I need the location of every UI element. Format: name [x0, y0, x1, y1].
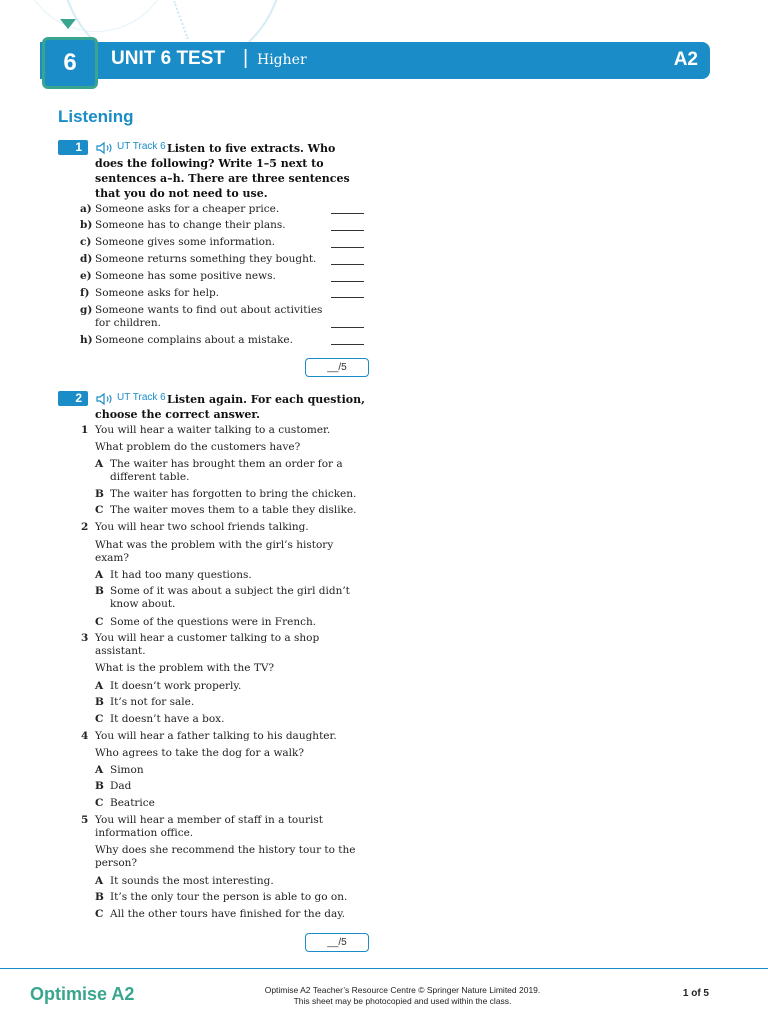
option-letter[interactable]: C — [95, 797, 104, 809]
title-separator: | — [243, 47, 249, 69]
instruction-lead: Listen again. For each question, — [167, 393, 365, 406]
answer-blank[interactable] — [331, 281, 364, 282]
score-box-q2[interactable]: __/5 — [305, 933, 369, 952]
question-prompt: Why does she recommend the history tour to the person? — [95, 844, 356, 869]
option-text[interactable]: It had too many questions. — [110, 569, 252, 581]
item-label: b) — [80, 219, 93, 231]
option-letter[interactable]: A — [95, 458, 104, 470]
option-letter[interactable]: C — [95, 504, 104, 516]
option-text[interactable]: Simon — [110, 764, 144, 776]
question-number: 2 — [81, 521, 89, 533]
page-number: 1 of 5 — [682, 988, 709, 999]
instruction-rest: choose the correct answer. — [95, 408, 260, 421]
question-context: You will hear a father talking to his daughter. — [95, 730, 337, 742]
item-label: a) — [80, 203, 92, 215]
question-context: You will hear a waiter talking to a customer. — [95, 424, 331, 436]
item-text: Someone complains about a mistake. — [95, 334, 293, 346]
instruction-rest: does the following? Write 1–5 next to sentences a–h. There are three sentences that you do not need to use. — [95, 157, 350, 200]
question-context: You will hear a member of staff in a tourist information office. — [95, 814, 324, 839]
answer-blank[interactable] — [331, 327, 364, 328]
option-letter[interactable]: B — [95, 585, 104, 597]
option-text[interactable]: It’s the only tour the person is able to go on. — [110, 891, 348, 903]
answer-blank[interactable] — [331, 230, 364, 231]
item-text: Someone has to change their plans. — [95, 219, 286, 231]
item-text: Someone asks for a cheaper price. — [95, 203, 280, 215]
option-text[interactable]: It’s not for sale. — [110, 696, 195, 708]
footer-divider — [0, 968, 768, 969]
option-text[interactable]: Some of it was about a subject the girl didn’t know about. — [110, 585, 350, 610]
option-letter[interactable]: B — [95, 891, 104, 903]
option-letter[interactable]: A — [95, 764, 104, 776]
item-label: c) — [80, 236, 92, 248]
copyright-line-1: Optimise A2 Teacher’s Resource Centre © Springer Nature Limited 2019. — [264, 985, 541, 995]
option-text[interactable]: It doesn’t work properly. — [110, 680, 242, 692]
item-text: Someone returns something they bought. — [95, 253, 317, 265]
item-label: d) — [80, 253, 93, 265]
item-text: Someone gives some information. — [95, 236, 276, 248]
test-title: UNIT 6 TEST — [111, 48, 226, 69]
item-label: e) — [80, 270, 92, 282]
option-text[interactable]: The waiter has brought them an order for a different table. — [110, 458, 343, 483]
option-letter[interactable]: B — [95, 780, 104, 792]
footer-brand: Optimise A2 — [30, 984, 135, 1004]
option-text[interactable]: Beatrice — [110, 797, 155, 809]
footer-copyright — [240, 985, 565, 1007]
item-label: h) — [80, 334, 93, 346]
option-letter[interactable]: B — [95, 488, 104, 500]
option-letter[interactable]: B — [95, 696, 104, 708]
question-2-instruction — [95, 392, 375, 422]
option-letter[interactable]: A — [95, 680, 104, 692]
option-text[interactable]: The waiter has forgotten to bring the chicken. — [110, 488, 357, 500]
question-context: You will hear two school friends talking. — [95, 521, 309, 533]
option-text[interactable]: Dad — [110, 780, 132, 792]
option-letter[interactable]: A — [95, 569, 104, 581]
option-text[interactable]: The waiter moves them to a table they dislike. — [110, 504, 357, 516]
audio-track-label[interactable]: UT Track 6 — [117, 392, 166, 403]
question-number: 1 — [81, 424, 89, 436]
answer-blank[interactable] — [331, 213, 364, 214]
item-label: f) — [80, 287, 90, 299]
question-prompt: Who agrees to take the dog for a walk? — [95, 747, 305, 759]
instruction-lead: Listen to five extracts. Who — [167, 142, 336, 155]
question-prompt: What problem do the customers have? — [95, 441, 301, 453]
question-number: 5 — [81, 814, 89, 826]
option-text[interactable]: It sounds the most interesting. — [110, 875, 274, 887]
item-text: Someone has some positive news. — [95, 270, 276, 282]
question-1-instruction — [95, 141, 365, 201]
audio-track-label[interactable]: UT Track 6 — [117, 141, 166, 152]
question-context: You will hear a customer talking to a shop assistant. — [95, 632, 320, 657]
unit-number-badge: 6 — [42, 37, 98, 89]
test-level: Higher — [257, 52, 307, 68]
section-title: Listening — [58, 107, 134, 126]
question-prompt: What is the problem with the TV? — [95, 662, 275, 674]
answer-blank[interactable] — [331, 247, 364, 248]
answer-blank[interactable] — [331, 264, 364, 265]
item-label: g) — [80, 304, 93, 316]
level-code: A2 — [673, 49, 698, 70]
score-box-q1[interactable]: __/5 — [305, 358, 369, 377]
item-text: Someone wants to find out about activities for children. — [95, 304, 323, 329]
question-number: 4 — [81, 730, 89, 742]
option-text[interactable]: It doesn’t have a box. — [110, 713, 225, 725]
option-text[interactable]: Some of the questions were in French. — [110, 616, 317, 628]
answer-blank[interactable] — [331, 297, 364, 298]
item-text: Someone asks for help. — [95, 287, 220, 299]
copyright-line-2: This sheet may be photocopied and used within the class. — [293, 996, 512, 1006]
question-2-badge: 2 — [58, 391, 88, 406]
option-letter[interactable]: A — [95, 875, 104, 887]
question-prompt: What was the problem with the girl’s history exam? — [95, 539, 334, 564]
answer-blank[interactable] — [331, 344, 364, 345]
triangle-marker-icon — [60, 19, 76, 29]
question-number: 3 — [81, 632, 89, 644]
option-letter[interactable]: C — [95, 908, 104, 920]
question-1-badge: 1 — [58, 140, 88, 155]
option-letter[interactable]: C — [95, 713, 104, 725]
option-text[interactable]: All the other tours have finished for the day. — [110, 908, 346, 920]
option-letter[interactable]: C — [95, 616, 104, 628]
